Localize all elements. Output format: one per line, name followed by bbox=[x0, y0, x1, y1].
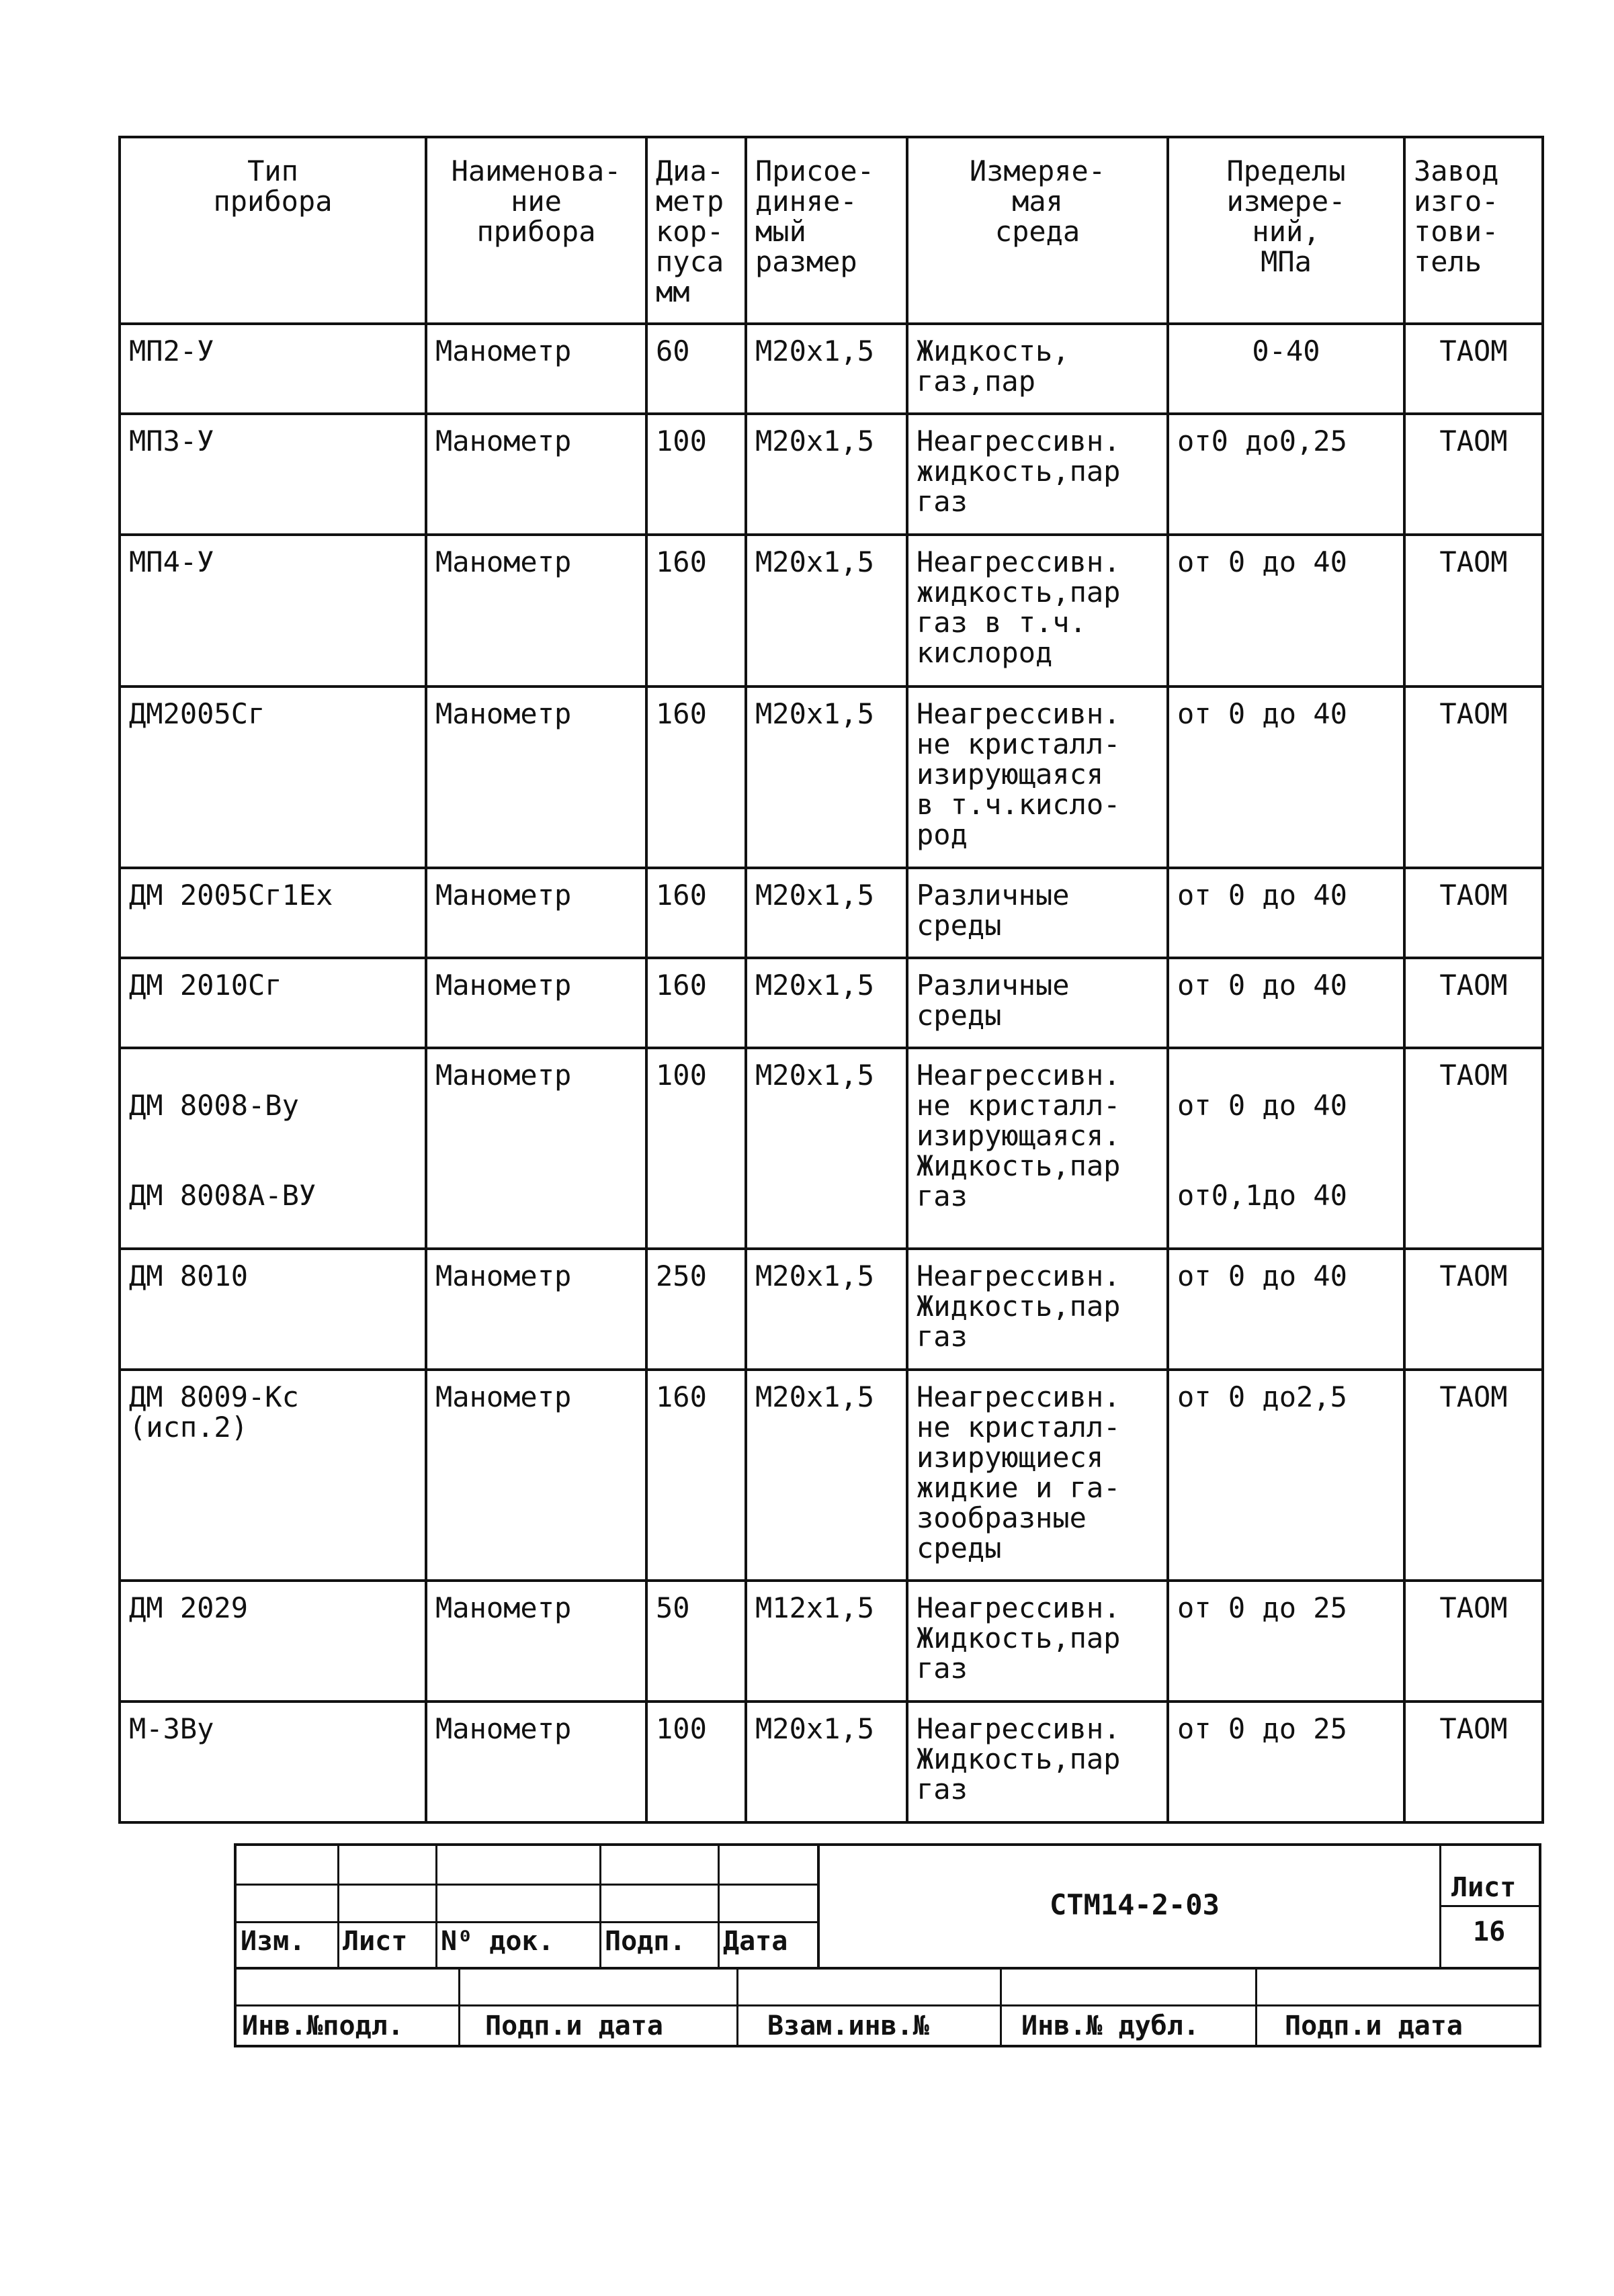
label-list: Лист bbox=[343, 1926, 408, 1957]
header-thread: Присое- диняе- мый размер bbox=[746, 137, 907, 324]
instruments-table bbox=[118, 136, 1544, 1824]
label-inv-orig: Инв.№подл. bbox=[242, 2011, 404, 2041]
label-sign-date-2: Подп.и дата bbox=[1285, 2011, 1463, 2041]
cell-limits: от 0 до 40 bbox=[1168, 535, 1404, 687]
cell-factory: ТАОМ bbox=[1404, 1370, 1543, 1581]
cell-type-line: ДМ 8008А-ВУ bbox=[129, 1179, 316, 1212]
divider bbox=[237, 2004, 1541, 2006]
cell-limits: от 0 до 40 bbox=[1168, 868, 1404, 958]
cell-name: Манометр bbox=[426, 535, 646, 687]
cell-thread: М20х1,5 bbox=[746, 958, 907, 1048]
divider bbox=[1441, 1905, 1541, 1907]
cell-diameter: 160 bbox=[646, 958, 746, 1048]
table-header-row bbox=[120, 137, 1543, 324]
cell-limits: от0 до0,25 bbox=[1168, 414, 1404, 535]
label-signature: Подп. bbox=[605, 1926, 686, 1957]
cell-medium: Неагрессивн. Жидкость,пар газ bbox=[907, 1702, 1168, 1822]
cell-factory: ТАОМ bbox=[1404, 687, 1543, 868]
header-medium: Измеряе- мая среда bbox=[907, 137, 1168, 324]
cell-limits: от 0 до2,5 bbox=[1168, 1370, 1404, 1581]
cell-limits: от 0 до 40 bbox=[1168, 687, 1404, 868]
cell-factory: ТАОМ bbox=[1404, 1249, 1543, 1370]
header-factory: Завод изго- тови- тель bbox=[1404, 137, 1543, 324]
divider bbox=[599, 1846, 601, 1967]
cell-medium: Неагрессивн. не кристалл- изирующаяся. Жидкость,пар газ bbox=[907, 1048, 1168, 1249]
table-row bbox=[120, 868, 1543, 958]
divider bbox=[237, 1884, 818, 1886]
cell-diameter: 160 bbox=[646, 687, 746, 868]
cell-name: Манометр bbox=[426, 324, 646, 414]
cell-diameter: 160 bbox=[646, 535, 746, 687]
label-replaced-inv: Взам.инв.№ bbox=[767, 2011, 929, 2041]
cell-medium: Неагрессивн. жидкость,пар газ bbox=[907, 414, 1168, 535]
cell-thread: М20х1,5 bbox=[746, 535, 907, 687]
cell-type: М-3Ву bbox=[120, 1702, 426, 1822]
cell-thread: М20х1,5 bbox=[746, 1702, 907, 1822]
header-limits: Пределы измере- ний, МПа bbox=[1168, 137, 1404, 324]
cell-limits-line: от 0 до 40 bbox=[1177, 1089, 1347, 1122]
divider bbox=[1439, 1846, 1441, 1967]
cell-thread: М20х1,5 bbox=[746, 868, 907, 958]
sheet-number: 16 bbox=[1473, 1916, 1506, 1947]
label-izm: Изм. bbox=[241, 1926, 306, 1957]
document-code: СТМ14-2-03 bbox=[1050, 1888, 1220, 1921]
cell-diameter: 100 bbox=[646, 414, 746, 535]
divider bbox=[718, 1846, 720, 1967]
cell-limits: от 0 до 40 bbox=[1168, 1249, 1404, 1370]
cell-type: ДМ 2005Сг1Ех bbox=[120, 868, 426, 958]
cell-limits bbox=[1168, 1048, 1404, 1249]
label-inv-dup: Инв.№ дубл. bbox=[1021, 2011, 1199, 2041]
cell-medium: Различные среды bbox=[907, 958, 1168, 1048]
table-row bbox=[120, 687, 1543, 868]
cell-diameter: 160 bbox=[646, 1370, 746, 1581]
cell-thread: М20х1,5 bbox=[746, 414, 907, 535]
cell-type: МП4-У bbox=[120, 535, 426, 687]
cell-medium: Неагрессивн. не кристалл- изирующаяся в т.ч.кисло- род bbox=[907, 687, 1168, 868]
cell-thread: М20х1,5 bbox=[746, 324, 907, 414]
divider bbox=[817, 1846, 820, 1967]
table-row bbox=[120, 958, 1543, 1048]
cell-name: Манометр bbox=[426, 687, 646, 868]
cell-diameter: 50 bbox=[646, 1581, 746, 1702]
label-doc-number: N⁰ док. bbox=[441, 1926, 554, 1957]
cell-thread: М20х1,5 bbox=[746, 1048, 907, 1249]
divider bbox=[736, 1967, 738, 2047]
table-row bbox=[120, 1581, 1543, 1702]
table-row bbox=[120, 535, 1543, 687]
cell-factory: ТАОМ bbox=[1404, 868, 1543, 958]
table-row bbox=[120, 324, 1543, 414]
cell-limits-line: от0,1до 40 bbox=[1177, 1179, 1347, 1212]
cell-name: Манометр bbox=[426, 1370, 646, 1581]
divider bbox=[458, 1967, 460, 2047]
cell-medium: Неагрессивн. жидкость,пар газ в т.ч. кислород bbox=[907, 535, 1168, 687]
label-date: Дата bbox=[723, 1926, 788, 1957]
cell-type: МП2-У bbox=[120, 324, 426, 414]
divider bbox=[1000, 1967, 1002, 2047]
label-sign-date: Подп.и дата bbox=[485, 2011, 663, 2041]
cell-diameter: 100 bbox=[646, 1702, 746, 1822]
divider bbox=[435, 1846, 437, 1967]
cell-name: Манометр bbox=[426, 1702, 646, 1822]
cell-thread: М20х1,5 bbox=[746, 1249, 907, 1370]
title-block bbox=[234, 1843, 1541, 2047]
cell-medium: Различные среды bbox=[907, 868, 1168, 958]
cell-limits: от 0 до 25 bbox=[1168, 1702, 1404, 1822]
cell-factory: ТАОМ bbox=[1404, 958, 1543, 1048]
cell-thread: М20х1,5 bbox=[746, 1370, 907, 1581]
cell-limits: от 0 до 25 bbox=[1168, 1581, 1404, 1702]
cell-thread: М20х1,5 bbox=[746, 687, 907, 868]
cell-medium: Неагрессивн. не кристалл- изирующиеся жидкие и га- зообразные среды bbox=[907, 1370, 1168, 1581]
cell-type bbox=[120, 1048, 426, 1249]
cell-type: ДМ 2010Сг bbox=[120, 958, 426, 1048]
cell-type: ДМ 2029 bbox=[120, 1581, 426, 1702]
cell-name: Манометр bbox=[426, 1581, 646, 1702]
cell-medium: Жидкость, газ,пар bbox=[907, 324, 1168, 414]
cell-name: Манометр bbox=[426, 1249, 646, 1370]
divider bbox=[237, 1921, 818, 1923]
cell-name: Манометр bbox=[426, 958, 646, 1048]
table-row bbox=[120, 1370, 1543, 1581]
cell-type: МП3-У bbox=[120, 414, 426, 535]
divider bbox=[337, 1846, 339, 1967]
cell-limits: от 0 до 40 bbox=[1168, 958, 1404, 1048]
cell-factory: ТАОМ bbox=[1404, 535, 1543, 687]
cell-name: Манометр bbox=[426, 868, 646, 958]
cell-type: ДМ 8009-Кс (исп.2) bbox=[120, 1370, 426, 1581]
header-name: Наименова- ние прибора bbox=[426, 137, 646, 324]
cell-type: ДМ2005Сг bbox=[120, 687, 426, 868]
cell-factory: ТАОМ bbox=[1404, 1581, 1543, 1702]
cell-diameter: 160 bbox=[646, 868, 746, 958]
cell-diameter: 250 bbox=[646, 1249, 746, 1370]
cell-factory: ТАОМ bbox=[1404, 324, 1543, 414]
divider bbox=[1255, 1967, 1257, 2047]
sheet-label: Лист bbox=[1451, 1872, 1517, 1903]
table-row bbox=[120, 1702, 1543, 1822]
table-row bbox=[120, 1249, 1543, 1370]
cell-factory: ТАОМ bbox=[1404, 414, 1543, 535]
header-diameter: Диа- метр кор- пуса мм bbox=[646, 137, 746, 324]
cell-diameter: 60 bbox=[646, 324, 746, 414]
divider bbox=[237, 1967, 1541, 1970]
table-row bbox=[120, 1048, 1543, 1249]
header-type: Тип прибора bbox=[120, 137, 426, 324]
cell-medium: Неагрессивн. Жидкость,пар газ bbox=[907, 1581, 1168, 1702]
cell-factory: ТАОМ bbox=[1404, 1702, 1543, 1822]
cell-thread: М12х1,5 bbox=[746, 1581, 907, 1702]
cell-limits: 0-40 bbox=[1168, 324, 1404, 414]
table-row bbox=[120, 414, 1543, 535]
cell-type-line: ДМ 8008-Ву bbox=[129, 1089, 299, 1122]
cell-name: Манометр bbox=[426, 414, 646, 535]
cell-name: Манометр bbox=[426, 1048, 646, 1249]
cell-factory: ТАОМ bbox=[1404, 1048, 1543, 1249]
cell-medium: Неагрессивн. Жидкость,пар газ bbox=[907, 1249, 1168, 1370]
cell-diameter: 100 bbox=[646, 1048, 746, 1249]
cell-type: ДМ 8010 bbox=[120, 1249, 426, 1370]
